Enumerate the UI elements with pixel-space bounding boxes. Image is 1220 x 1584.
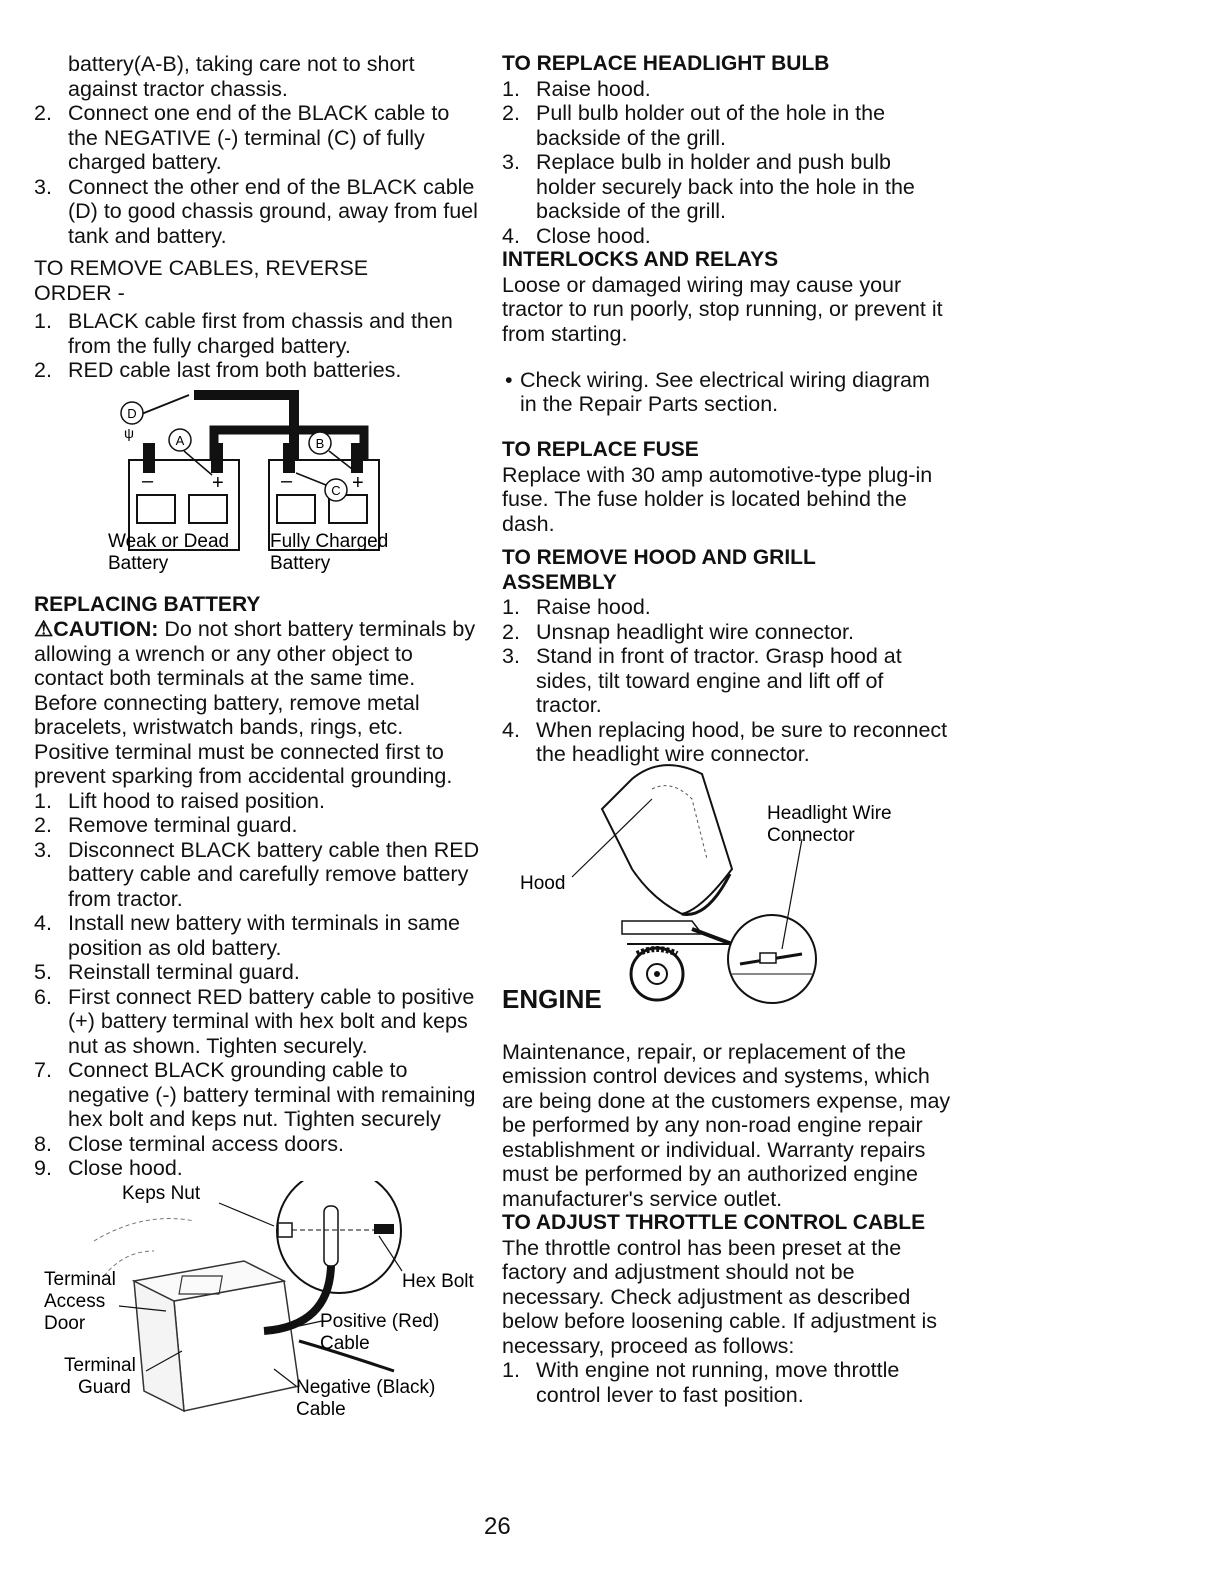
label-a: A <box>175 432 185 448</box>
svg-text:–: – <box>142 469 154 492</box>
terminal-guard-label: Terminal <box>64 1354 136 1376</box>
headlight-step: 1. Raise hood. <box>502 76 651 101</box>
connector-label: Headlight Wire <box>767 802 892 824</box>
battery-step: 7. Connect BLACK grounding cable to negative (-) battery terminal with remaining hex bolt and keps nut. Tighten securely <box>34 1058 476 1131</box>
headlight-step: 2. Pull bulb holder out of the hole in the backside of the grill. <box>502 101 886 150</box>
headlight-step: 3. Replace bulb in holder and push bulb holder securely back into the hole in the backside of the grill. <box>502 150 915 223</box>
svg-text:+: + <box>352 471 364 494</box>
full-battery-caption-2: Battery <box>270 552 331 574</box>
svg-text:–: – <box>281 469 293 492</box>
throttle-heading: TO ADJUST THROTTLE CONTROL CABLE <box>502 1211 926 1234</box>
remove-hood-heading: TO REMOVE HOOD AND GRILL ASSEMBLY <box>502 546 816 594</box>
replace-fuse-heading: TO REPLACE FUSE <box>502 438 699 461</box>
hood-shape <box>602 765 732 914</box>
right-column <box>502 52 952 1407</box>
intro-step: 3. Connect the other end of the BLACK cable (D) to good chassis ground, away from fuel tank and battery. <box>34 174 478 248</box>
engine-heading: ENGINE <box>502 983 602 1014</box>
hood-step: 3. Stand in front of tractor. Grasp hood at sides, tilt toward engine and lift off of tractor. <box>502 644 902 717</box>
intro-step: battery(A-B), taking care not to short against tractor chassis. <box>68 52 415 101</box>
battery-step: 2. Remove terminal guard. <box>34 813 298 837</box>
interlocks-text: Loose or damaged wiring may cause your tractor to run poorly, stop running, or prevent it from starting. <box>502 272 943 346</box>
terminal-access-door-label-3: Door <box>44 1312 86 1334</box>
svg-text:ψ: ψ <box>124 424 134 441</box>
negative-cable-label-2: Cable <box>296 1398 346 1420</box>
positive-cable-label: Positive (Red) <box>320 1310 440 1332</box>
label-b: B <box>315 435 325 451</box>
left-column <box>34 52 484 1431</box>
battery-step: 8. Close terminal access doors. <box>34 1131 345 1156</box>
hood-label: Hood <box>520 872 566 894</box>
battery-terminal-diagram <box>34 1181 484 1431</box>
interlocks-bullet: • Check wiring. See electrical wiring diagram in the Repair Parts section. <box>505 367 930 416</box>
jumper-cable-diagram <box>34 385 484 585</box>
weak-battery-caption-2: Battery <box>108 552 169 574</box>
remove-step: 2. RED cable last from both batteries. <box>34 358 402 382</box>
hood-step: 2. Unsnap headlight wire connector. <box>502 619 854 644</box>
replacing-battery-heading: REPLACING BATTERY <box>34 592 261 616</box>
intro-step: 2. Connect one end of the BLACK cable to the NEGATIVE (-) terminal (C) of fully charged battery. <box>34 101 450 174</box>
svg-text:+: + <box>212 471 224 494</box>
connector-label-2: Connector <box>767 824 855 846</box>
throttle-step: 1. With engine not running, move throttle control lever to fast position. <box>502 1358 900 1407</box>
replace-headlight-heading: TO REPLACE HEADLIGHT BULB <box>502 52 830 75</box>
terminal-access-door-label: Terminal <box>44 1268 116 1290</box>
terminal-guard-label-2: Guard <box>78 1376 131 1398</box>
engine-text: Maintenance, repair, or replacement of the emission control devices and systems, which are being done at the customers expense, may be performed by any non-road engine repair establishment or individual. Warranty repairs must be performed by an authorized engine manufacturer's service outlet. <box>502 1039 951 1211</box>
headlight-step: 4. Close hood. <box>502 223 651 248</box>
warning-icon: ⚠ <box>34 617 54 641</box>
caution-label: CAUTION: <box>53 617 159 641</box>
battery-step: 3. Disconnect BLACK battery cable then RED battery cable and carefully remove battery from tractor. <box>34 837 480 911</box>
battery-step: 9. Close hood. <box>34 1156 183 1180</box>
negative-cable-label: Negative (Black) <box>296 1376 436 1398</box>
remove-step: 1. BLACK cable first from chassis and then from the fully charged battery. <box>34 309 453 358</box>
caution-paragraph <box>34 617 484 740</box>
page-number: 26 <box>484 1513 511 1540</box>
hood-step: 4. When replacing hood, be sure to reconnect the headlight wire connector. <box>502 717 948 766</box>
weak-battery-caption: Weak or Dead <box>108 530 230 552</box>
positive-note: Positive terminal must be connected first to prevent sparking from accidental grounding. <box>34 739 453 788</box>
terminal-access-door-label-2: Access <box>44 1290 106 1312</box>
throttle-text: The throttle control has been preset at the factory and adjustment should not be necessary. Check adjustment as described below before loosening cable. If adjustment is necessary, proceed as follows: <box>502 1235 938 1358</box>
fuse-text: Replace with 30 amp automotive-type plug-in fuse. The fuse holder is located behind the dash. <box>502 462 933 536</box>
positive-cable-label-2: Cable <box>320 1332 370 1354</box>
remove-cables-heading: TO REMOVE CABLES, REVERSE ORDER - <box>34 256 369 305</box>
hex-bolt-label: Hex Bolt <box>402 1270 474 1292</box>
caution-text: Do not short battery terminals by allowing a wrench or any other object to contact both terminals at the same time. Before connecting battery, remove metal bracelets, wristwatch bands, rings, etc. <box>34 617 476 739</box>
label-d: D <box>127 405 137 421</box>
battery-step: 5. Reinstall terminal guard. <box>34 960 300 984</box>
full-battery-caption: Fully Charged <box>270 530 389 552</box>
interlocks-heading: INTERLOCKS AND RELAYS <box>502 248 779 271</box>
battery-step: 6. First connect RED battery cable to positive (+) battery terminal with hex bolt and keps nut as shown. Tighten securely. <box>34 984 475 1058</box>
hood-step: 1. Raise hood. <box>502 595 651 619</box>
battery-step: 1. Lift hood to raised position. <box>34 788 325 813</box>
battery-step: 4. Install new battery with terminals in same position as old battery. <box>34 911 460 960</box>
hood-diagram <box>502 749 952 1004</box>
label-c: C <box>331 482 341 498</box>
keps-nut-label: Keps Nut <box>122 1182 201 1204</box>
